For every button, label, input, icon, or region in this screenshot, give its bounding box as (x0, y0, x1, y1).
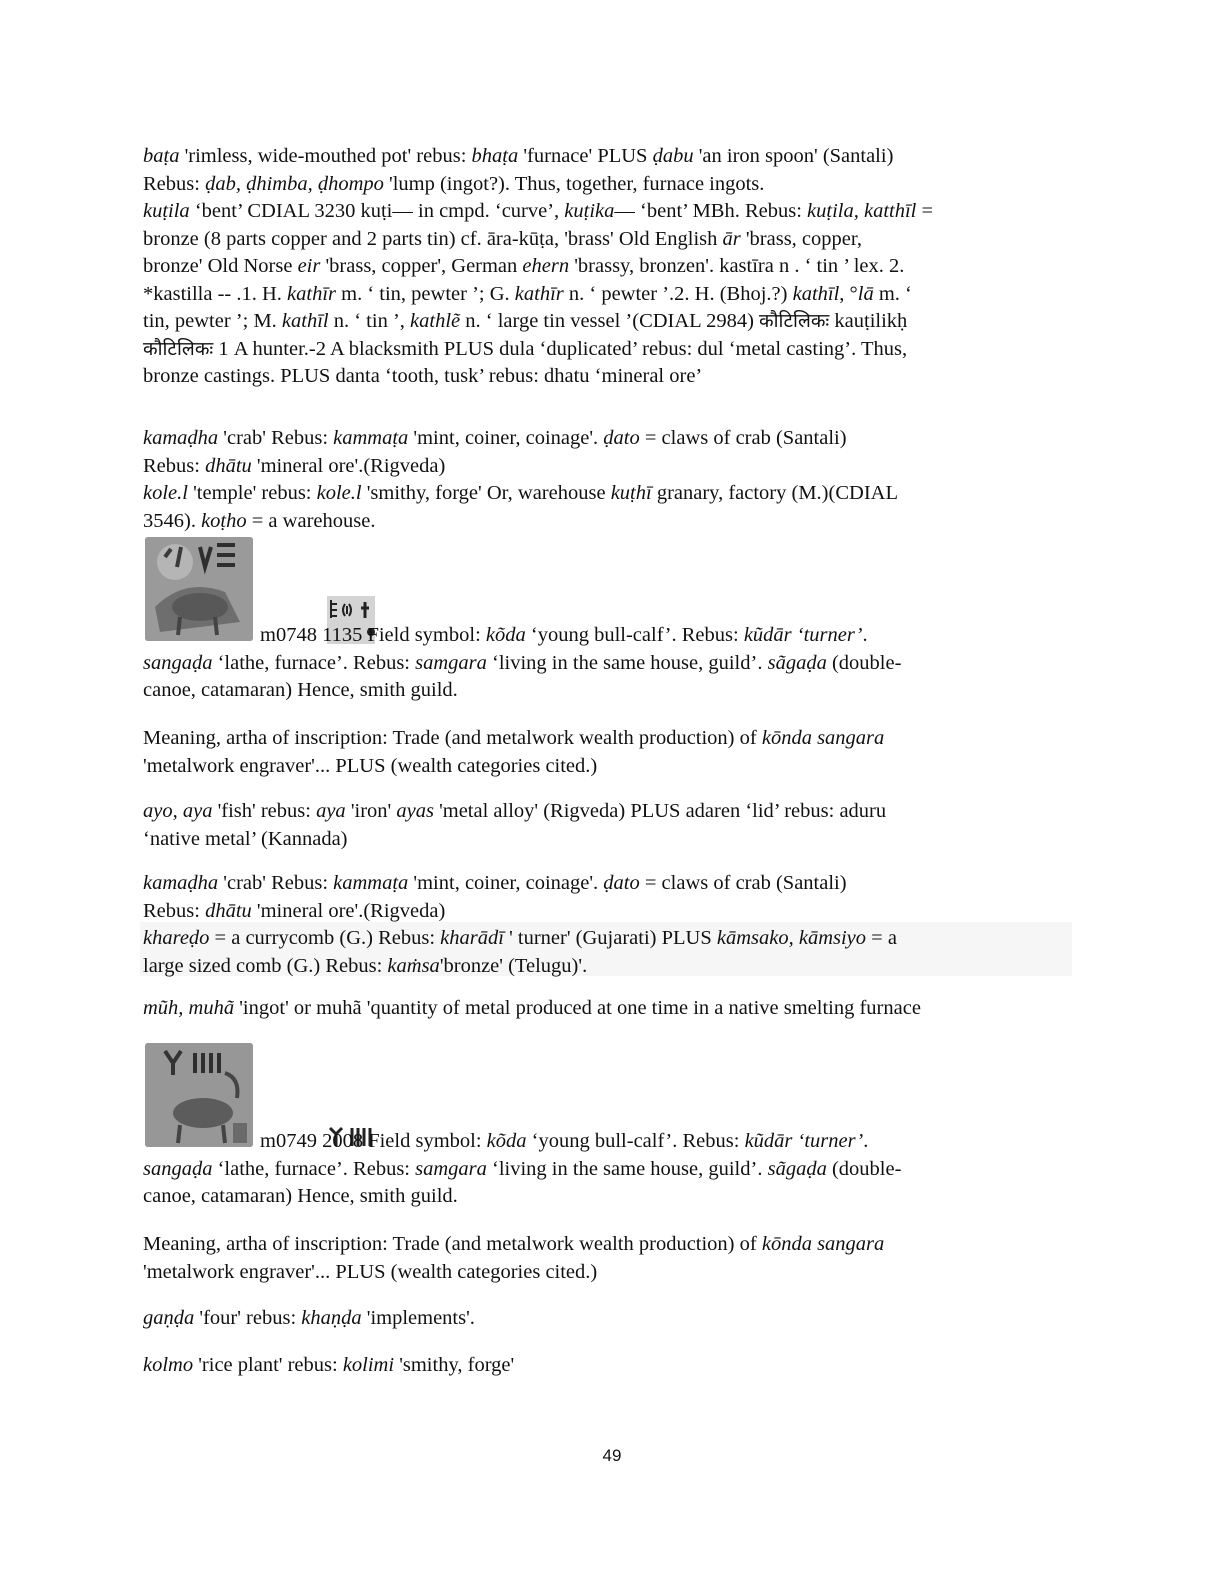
text-run: kauṭilikḥ (829, 310, 908, 332)
text-run: n. ‘ pewter ’.2. H. (Bhoj.?) (563, 282, 793, 305)
text-run: 'fish' rebus: (212, 800, 317, 822)
paragraph-m0748 (143, 622, 1063, 705)
text-run: bronze castings. PLUS danta ‘tooth, tusk’ rebus: dhatu ‘mineral ore’ (143, 365, 703, 387)
paragraph-kolmo (143, 1352, 1063, 1380)
text-run: Meaning, artha of inscription: Trade (and metalwork wealth production) of (143, 727, 762, 749)
text-run: m0749 (260, 1130, 317, 1152)
text-run: 'metalwork engraver'... PLUS (wealth categories cited.) (143, 754, 598, 777)
text-run: 'rimless, wide-mouthed pot' rebus: (179, 145, 472, 167)
text-run: 3546). (143, 509, 202, 532)
text-line (143, 425, 1063, 453)
italic-term: sãgaḍa (767, 1157, 827, 1180)
text-run: 'brassy, bronzen'. kastīra n . ‘ tin ’ lex. 2. (569, 255, 905, 277)
text-line (143, 798, 1063, 826)
text-line (143, 995, 1063, 1023)
italic-term: kathlẽ (410, 310, 461, 332)
text-run: 'bronze' (Telugu)'. (439, 954, 588, 977)
italic-term: kolimi (342, 1354, 395, 1376)
page-number: 49 (602, 1446, 622, 1465)
paragraph-kamadha-kole (143, 425, 1063, 535)
text-run: = a (866, 927, 897, 949)
text-line (143, 1259, 1063, 1287)
text-run: 'lump (ingot?). Thus, together, furnace ingots. (383, 172, 765, 195)
italic-term: ḍab, ḍhimba, ḍhompo (205, 172, 384, 195)
text-run: 'four' rebus: (194, 1307, 302, 1329)
italic-term: ayas (396, 800, 434, 822)
text-run: (double- (826, 1157, 902, 1180)
italic-term: kōnda sangara (761, 727, 885, 749)
text-line (143, 953, 1063, 981)
italic-term: kamaḍha (143, 427, 219, 449)
italic-term: kathīl (792, 282, 840, 305)
text-line (143, 226, 1063, 254)
text-run: ‘native metal’ (Kannada) (143, 827, 348, 850)
italic-term: kōnda sangara (761, 1233, 885, 1255)
italic-term: dhātu (205, 899, 252, 922)
italic-term: aya (316, 800, 346, 822)
italic-term: eir (297, 255, 321, 277)
italic-term: kharādī (440, 927, 504, 949)
text-run: 'mint, coiner, coinage'. (408, 427, 604, 449)
italic-term: kamaḍha (143, 872, 219, 894)
italic-term: bhaṭa (471, 145, 519, 167)
text-line (143, 925, 1063, 953)
italic-term: khareḍo (143, 927, 210, 949)
text-run: ‘living in the same house, guild’. (486, 651, 768, 674)
text-line (143, 622, 1063, 650)
text-run: ‘lathe, furnace’. Rebus: (212, 1157, 416, 1180)
text-run: 'mineral ore'.(Rigveda) (251, 899, 446, 922)
text-run: ' turner' (Gujarati) PLUS (503, 927, 717, 949)
text-run: ‘bent’ CDIAL 3230 kuṭi— in cmpd. ‘curve’, (189, 200, 565, 222)
italic-term: ehern (522, 255, 570, 277)
text-run: = (916, 200, 934, 222)
text-line (143, 253, 1063, 281)
text-run: 1135 Field symbol: (322, 624, 486, 646)
text-run: 'brass, copper, (740, 227, 863, 250)
italic-term: kole.l (143, 482, 188, 504)
text-run: Rebus: (143, 899, 206, 922)
text-run: 'an iron spoon' (Santali) (693, 145, 894, 167)
text-run: 'mineral ore'.(Rigveda) (251, 454, 446, 477)
italic-term: kammaṭa (333, 427, 409, 449)
italic-term: sangaḍa (143, 651, 213, 674)
text-run: m. ‘ (873, 282, 912, 305)
italic-term: kathīr (287, 282, 337, 305)
text-run: = claws of crab (Santali) (639, 427, 847, 449)
text-line (143, 898, 1063, 926)
italic-term: kāmsako, kāmsiyo (716, 927, 867, 949)
italic-term: ḍato (603, 427, 640, 449)
text-run: Rebus: (143, 172, 206, 195)
text-run: 'smithy, forge' (394, 1354, 515, 1376)
text-run: ‘lathe, furnace’. Rebus: (212, 651, 416, 674)
italic-term: kuṭika (564, 200, 615, 222)
text-run: bronze' Old Norse (143, 255, 298, 277)
italic-term: kole.l (316, 482, 362, 504)
italic-term: baṭa (143, 145, 180, 167)
italic-term: kũdār ‘turner’ (743, 624, 863, 646)
text-line (143, 1305, 1063, 1333)
text-line (143, 1128, 1063, 1156)
italic-term: kuṭhī (610, 482, 652, 504)
italic-term: kathīr (514, 282, 564, 305)
text-run: tin, pewter ’; M. (143, 310, 282, 332)
italic-term: kuṭila, katthīl (807, 200, 917, 222)
devanagari-word: कौटिलिकः (143, 337, 214, 360)
text-line (143, 826, 1063, 854)
text-line (143, 508, 1063, 536)
italic-term: sãgaḍa (767, 651, 827, 674)
italic-term: khaṇḍa (301, 1307, 362, 1329)
text-run: 'rice plant' rebus: (193, 1354, 343, 1376)
text-run: 'metalwork engraver'... PLUS (wealth categories cited.) (143, 1260, 598, 1283)
text-run: large sized comb (G.) Rebus: (143, 954, 388, 977)
text-line (143, 336, 1063, 364)
paragraph-ayo-aya (143, 798, 1063, 853)
paragraph-bata-kutila (143, 143, 1063, 391)
text-run: 'brass, copper', German (320, 255, 523, 277)
text-run: 1 A hunter.-2 A blacksmith PLUS dula ‘duplicated’ rebus: dul ‘metal casting’. Thus, (213, 337, 908, 360)
paragraph-meaning-1 (143, 725, 1063, 780)
italic-term: kuṭila (143, 200, 190, 222)
text-line (143, 171, 1063, 199)
italic-term: kõda (485, 624, 526, 646)
italic-term: kõda (486, 1130, 527, 1152)
italic-term: dhātu (205, 454, 252, 477)
paragraph-muh-muha (143, 995, 1063, 1023)
text-line (143, 677, 1063, 705)
text-line (143, 1231, 1063, 1259)
text-run: 'crab' Rebus: (218, 427, 334, 449)
text-run: m0748 (260, 624, 317, 646)
text-run: 'ingot' or muhã 'quantity of metal produced at one time in a native smelting furnace (234, 997, 921, 1019)
text-run: ‘young bull-calf’. Rebus: (525, 624, 744, 646)
italic-term: ayo, aya (143, 800, 213, 822)
italic-term: kammaṭa (333, 872, 409, 894)
text-run: 'temple' rebus: (187, 482, 317, 504)
text-line (143, 143, 1063, 171)
text-line (143, 453, 1063, 481)
paragraph-meaning-2 (143, 1231, 1063, 1286)
text-run: . (862, 624, 868, 646)
text-line (143, 480, 1063, 508)
text-run: n. ‘ tin ’, (328, 310, 411, 332)
text-run: granary, factory (M.)(CDIAL (651, 482, 898, 504)
text-run: *kastilla -- .1. H. (143, 282, 288, 305)
text-run: , ° (839, 282, 858, 305)
text-run: m. ‘ tin, pewter ’; G. (336, 282, 515, 305)
italic-term: kaṁsa (387, 954, 440, 977)
text-run: n. ‘ large tin vessel ’(CDIAL 2984) (460, 310, 760, 332)
text-run: Meaning, artha of inscription: Trade (and metalwork wealth production) of (143, 1233, 762, 1255)
text-line (143, 650, 1063, 678)
italic-term: koṭho (201, 509, 247, 532)
italic-term: gaṇḍa (143, 1307, 195, 1329)
italic-term: ḍato (603, 872, 640, 894)
paragraph-m0749 (143, 1128, 1063, 1211)
text-line (143, 870, 1063, 898)
text-run: = claws of crab (Santali) (639, 872, 847, 894)
text-run: . (863, 1130, 869, 1152)
text-run: 'mint, coiner, coinage'. (408, 872, 604, 894)
text-run: canoe, catamaran) Hence, smith guild. (143, 1185, 458, 1207)
italic-term: samgara (415, 1157, 487, 1180)
italic-term: lā (857, 282, 874, 305)
italic-term: ār (722, 227, 741, 250)
italic-term: kathīl (281, 310, 329, 332)
text-run: 'crab' Rebus: (218, 872, 334, 894)
text-run: 'furnace' PLUS (518, 145, 653, 167)
text-run: ‘living in the same house, guild’. (486, 1157, 768, 1180)
text-run: = a currycomb (G.) Rebus: (209, 927, 441, 949)
italic-term: kolmo (143, 1354, 194, 1376)
text-line (143, 198, 1063, 226)
italic-term: sangaḍa (143, 1157, 213, 1180)
text-run: 'metal alloy' (Rigveda) PLUS adaren ‘lid’ rebus: aduru (433, 800, 887, 822)
italic-term: mũh, muhã (143, 997, 235, 1019)
text-run: ‘young bull-calf’. Rebus: (526, 1130, 745, 1152)
text-run: bronze (8 parts copper and 2 parts tin) cf. āra-kūṭa, 'brass' Old English (143, 227, 723, 250)
text-line (143, 308, 1063, 336)
text-run: canoe, catamaran) Hence, smith guild. (143, 679, 458, 701)
paragraph-kamadha-kharedo (143, 870, 1063, 980)
italic-term: kũdār ‘turner’ (744, 1130, 864, 1152)
text-run: 'smithy, forge' Or, warehouse (361, 482, 611, 504)
text-line (143, 1156, 1063, 1184)
text-line (143, 281, 1063, 309)
text-line (143, 753, 1063, 781)
text-run: Rebus: (143, 454, 206, 477)
italic-term: ḍabu (652, 145, 694, 167)
paragraph-ganda (143, 1305, 1063, 1333)
text-line (143, 1183, 1063, 1211)
text-run: — ‘bent’ MBh. Rebus: (614, 200, 808, 222)
text-run: 'implements'. (361, 1307, 475, 1329)
italic-term: samgara (415, 651, 487, 674)
text-run: = a warehouse. (246, 509, 376, 532)
text-run: (double- (826, 651, 902, 674)
text-line (143, 363, 1063, 391)
text-line (143, 1352, 1063, 1380)
devanagari-word: कौटिलिकः (759, 310, 830, 332)
text-line (143, 725, 1063, 753)
text-run: 'iron' (345, 800, 397, 822)
text-run: 2008 Field symbol: (322, 1130, 487, 1152)
